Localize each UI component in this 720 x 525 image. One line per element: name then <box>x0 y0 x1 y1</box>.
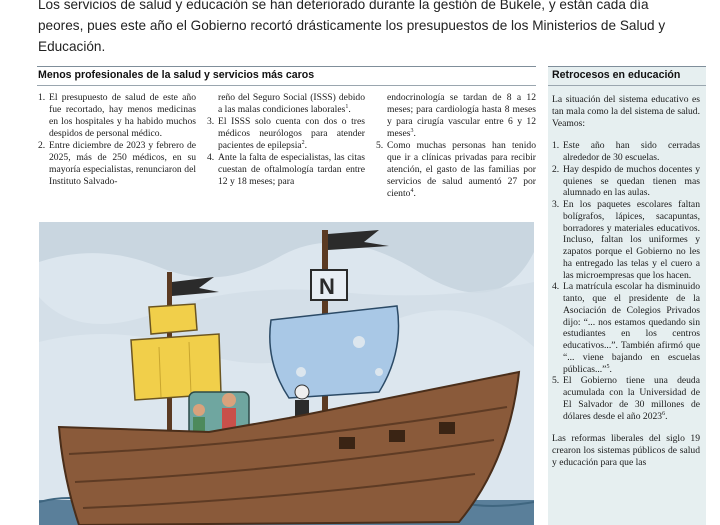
education-lead: La situación del sistema educativo es tan mala como la del sistema de salud. Veamos: <box>552 94 700 129</box>
list-item: 2. Hay despido de muchos docentes y quienes se quedan tienen mas alumnado en las aulas. <box>552 163 700 199</box>
flag-letter: N <box>319 274 335 299</box>
intro-paragraph: Los servicios de salud y educación se han deteriorado durante la gestión de Bukele, y están cada día peores, pues este año el Gobierno recortó drásticamente los presupuestos de los Ministerios de Salud y Educación. <box>38 0 666 54</box>
health-column-1 <box>38 92 196 188</box>
list-item: 3. En los paquetes escolares faltan bolígrafos, lápices, sacapuntas, borradores y materiales educativos. Incluso, faltan los uniformes y zapatos porque el Gobierno no les ha entregado las telas y el cuero a las microempresas que los hacen. <box>552 199 700 281</box>
list-item: 3. El ISSS solo cuenta con dos o tres médicos neurólogos para atender pacientes de epilepsia$^2$. <box>207 116 365 152</box>
list-item-continued: reño del Seguro Social (ISSS) debido a las malas condiciones laborales$^1$. <box>218 92 365 116</box>
health-column-3 <box>376 92 536 200</box>
list-item: 4. Ante la falta de especialistas, las citas cuestan de oftalmología tardan entre 12 y 18 meses; para <box>207 152 365 188</box>
list-item: 1. Este año han sido cerradas alrededor de 30 escuelas. <box>552 140 700 163</box>
health-column-2 <box>207 92 365 188</box>
list-item: 5. El Gobierno tiene una deuda acumulada con la Universidad de El Salvador de 30 millones de dólares desde el año 2023$^6$. <box>552 375 700 422</box>
list-item: 5. Como muchas personas han tenido que ir a clínicas privadas para recibir atención, el gasto de las familias por servicios de salud aumentó 27 por ciento$^4$. <box>376 140 536 200</box>
education-box <box>548 86 706 525</box>
list-item-continued: endocrinología se tardan de 8 a 12 meses; para cardiología hasta 8 meses y para cirugía vascular entre 6 y 12 meses$^3$. <box>387 92 536 140</box>
list-item: 4. La matrícula escolar ha disminuido tanto, que el presidente de la Asociación de Colegios Privados dijo: “... nos estamos quedando sin estudiantes en los centros educativos...”. También afirmó que “... viene bajando en escuelas públicas...”$^5$. <box>552 281 700 375</box>
ship-cartoon <box>39 222 534 525</box>
education-box-title: Retrocesos en educación <box>548 66 706 86</box>
ship-illustration <box>39 222 534 525</box>
health-box-title: Menos profesionales de la salud y servicios más caros <box>37 66 536 86</box>
education-closing: Las reformas liberales del siglo 19 crearon los sistemas públicos de salud y educación para que las <box>552 433 700 468</box>
list-item: 1. El presupuesto de salud de este año fue recortado, hay menos medicinas en los hospitales y ha habido muchos despidos de personal médico. <box>38 92 196 140</box>
list-item: 2. Entre diciembre de 2023 y febrero de 2025, más de 250 médicos, en su mayoría especialistas, renunciaron del Instituto Salvado- <box>38 140 196 188</box>
